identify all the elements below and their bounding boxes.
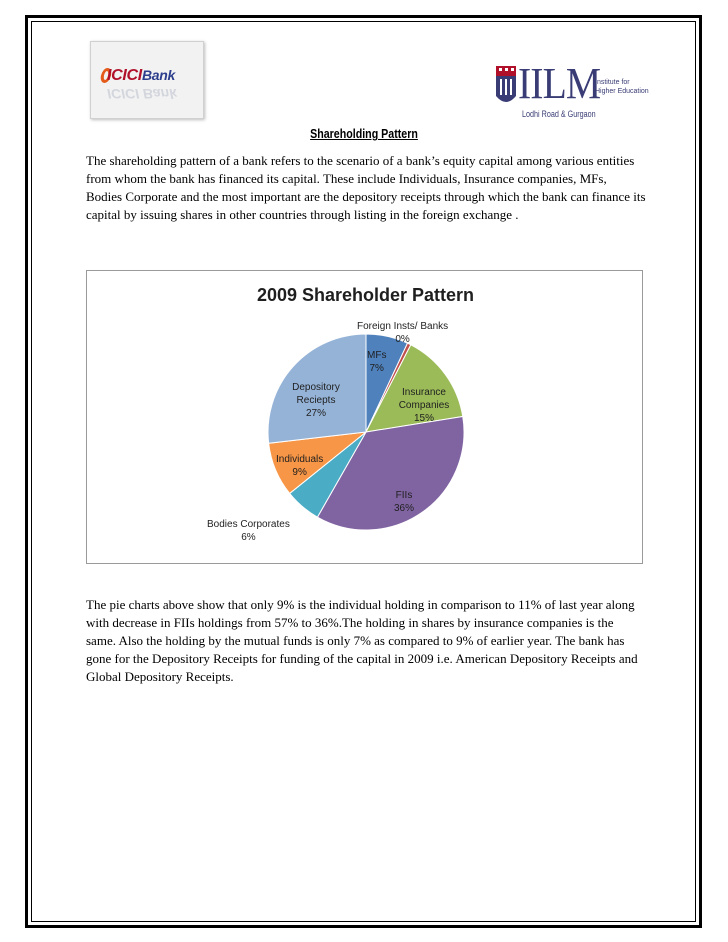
pie-chart-svg [87, 271, 644, 565]
label-individuals [276, 453, 323, 479]
label-individuals-value: 9% [292, 467, 307, 478]
label-depository-name: Depository Reciepts [292, 382, 340, 406]
pie-chart [86, 270, 643, 564]
label-mfs [367, 349, 386, 375]
label-foreign-insts-value: 0% [395, 334, 410, 345]
label-foreign-insts-name: Foreign Insts/ Banks [357, 321, 449, 332]
iilm-tagline-1: Institute for [595, 79, 630, 86]
icici-logo-text [107, 67, 175, 85]
label-bodies-corporates-name: Bodies Corporates [207, 519, 290, 530]
label-insurance [384, 386, 464, 425]
label-mfs-value: 7% [369, 363, 384, 374]
iilm-logo [496, 59, 656, 126]
label-insurance-name: Insurance Companies [398, 387, 450, 411]
label-individuals-name: Individuals [276, 454, 324, 465]
label-fiis [394, 489, 414, 515]
iilm-wordmark: IILM [518, 59, 601, 108]
label-insurance-value: 15% [413, 413, 434, 424]
bank-word: Bank [141, 67, 175, 83]
intro-paragraph: The shareholding pattern of a bank refers to the scenario of a bank’s equity capital among various entities from whom the bank has financed its capital. These include Individuals, Insurance companies, MFs, Bodies Corporate and the most important are the depository receipts through which the bank can finance its capital by issuing shares in other countries through listing in the foreign exchange . [86, 153, 646, 222]
iilm-tagline [595, 78, 649, 96]
iilm-location: Lodhi Road & Gurgaon [522, 109, 596, 119]
section-heading: Shareholding Pattern [310, 126, 418, 141]
iilm-crest-icon [496, 66, 516, 108]
label-foreign-insts [357, 320, 448, 346]
label-fiis-value: 36% [394, 503, 415, 514]
label-bodies-corporates [207, 518, 290, 544]
label-bodies-corporates-value: 6% [241, 532, 256, 543]
iilm-tagline-2: Higher Education [595, 88, 649, 95]
label-mfs-name: MFs [367, 350, 387, 361]
label-fiis-name: FIIs [395, 490, 413, 501]
chart-title: 2009 Shareholder Pattern [256, 285, 475, 305]
label-depository-value: 27% [305, 408, 326, 419]
icici-bank-logo [90, 41, 204, 119]
icici-word: ICICI [107, 67, 142, 84]
analysis-paragraph: The pie charts above show that only 9% is the individual holding in comparison to 11% of last year along with decrease in FIIs holdings from 57% to 36%.The holding in shares by insurance companies is the same. Also the holding by the mutual funds is only 7% as compared to 9% of earlier year. The bank has gone for the Depository Receipts for funding of the capital in 2009 i.e. American Depository Receipts and Global Depository Receipts. [86, 597, 638, 684]
icici-logo-reflection: ICICI Bank [107, 86, 178, 102]
label-depository [279, 381, 353, 420]
